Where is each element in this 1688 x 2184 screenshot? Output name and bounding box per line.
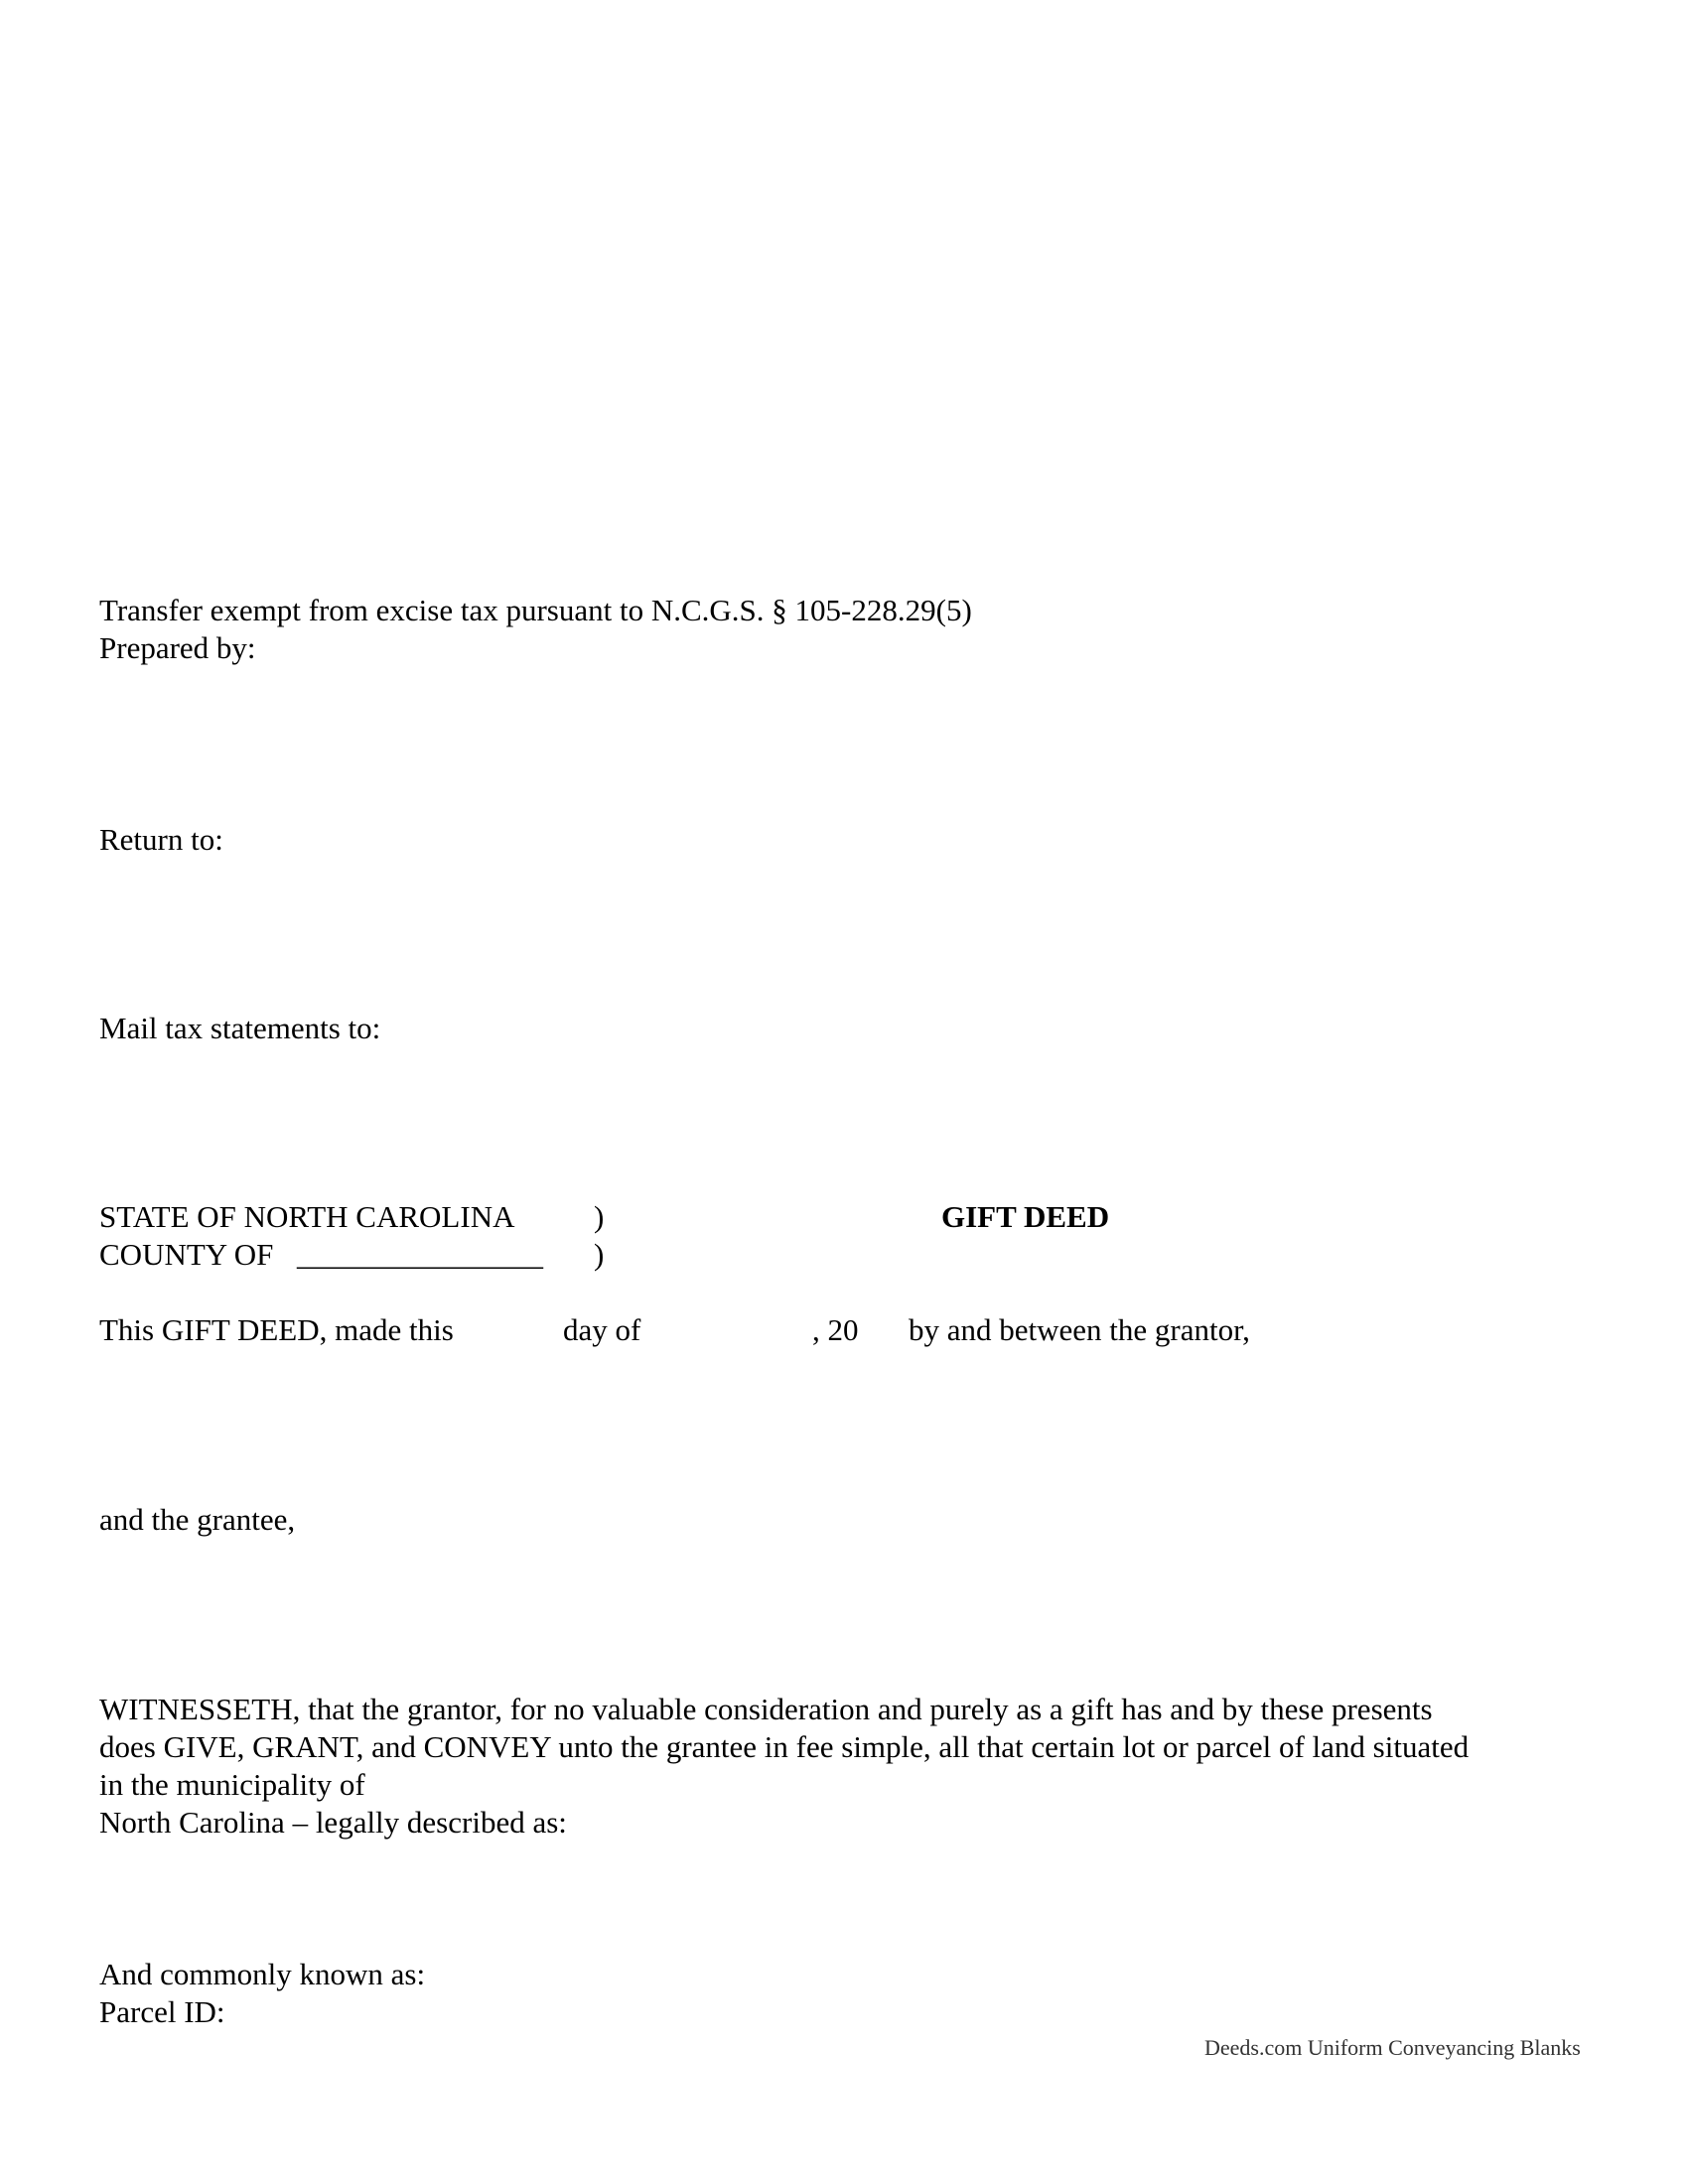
intro-day-of: day of bbox=[563, 1312, 641, 1347]
state-label: STATE OF NORTH CAROLINA bbox=[99, 1199, 515, 1234]
intro-grantor: by and between the grantor, bbox=[909, 1312, 1250, 1347]
document-title: GIFT DEED bbox=[941, 1199, 1110, 1234]
tax-exempt-line: Transfer exempt from excise tax pursuant to N.C.G.S. § 105-228.29(5) bbox=[99, 593, 972, 627]
caption-paren: ) bbox=[594, 1237, 605, 1272]
mail-tax-statements-label: Mail tax statements to: bbox=[99, 1011, 381, 1045]
intro-made-this: This GIFT DEED, made this bbox=[99, 1312, 454, 1347]
witnesseth-line: North Carolina – legally described as: bbox=[99, 1805, 567, 1840]
county-label: COUNTY OF bbox=[99, 1237, 274, 1272]
parcel-id-label: Parcel ID: bbox=[99, 1994, 225, 2029]
grantee-label: and the grantee, bbox=[99, 1502, 296, 1537]
return-to-label: Return to: bbox=[99, 822, 223, 857]
prepared-by-label: Prepared by: bbox=[99, 630, 256, 665]
footer-text: Deeds.com Uniform Conveyancing Blanks bbox=[1204, 2035, 1581, 2060]
witnesseth-line: WITNESSETH, that the grantor, for no valuable consideration and purely as a gift has and by these presents bbox=[99, 1692, 1433, 1726]
witnesseth-line: does GIVE, GRANT, and CONVEY unto the grantee in fee simple, all that certain lot or parcel of land situated bbox=[99, 1729, 1470, 1764]
caption-paren: ) bbox=[594, 1199, 605, 1234]
commonly-known-label: And commonly known as: bbox=[99, 1957, 426, 1991]
witnesseth-line: in the municipality of bbox=[99, 1767, 365, 1802]
county-blank-line: ________________ bbox=[297, 1237, 543, 1272]
witnesseth-paragraph bbox=[99, 1691, 1589, 1842]
intro-year: , 20 bbox=[812, 1312, 859, 1347]
